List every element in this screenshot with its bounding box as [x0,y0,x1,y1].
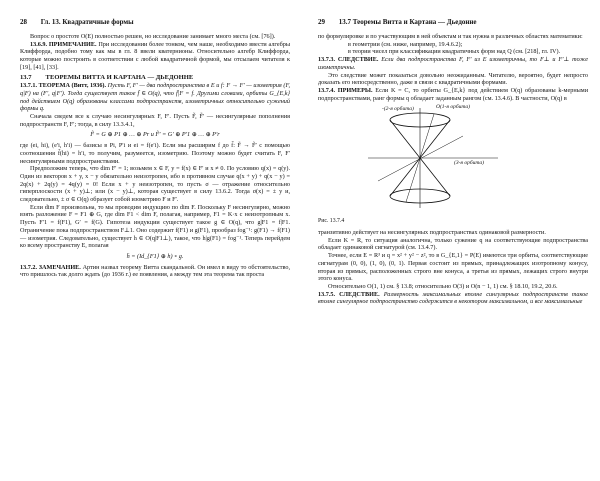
application-list [318,41,588,56]
figure-label-third-orbit: (3-я орбита) [454,160,484,167]
corollary-text: Размерность максимальных вполне сингулярных подпространств такое вполне сингулярное подпространство содержится в некотором максимальном, и все максимальные [318,290,588,306]
paragraph: транзитивно действует на несингулярных подпространствах одинаковой размерности. [318,229,546,237]
right-page-number: 29 [318,18,325,26]
isotropic-cone-drawing [358,106,508,210]
left-page-number: 28 [20,18,27,26]
remark-text: Артин назвал теорему Витта скандальной. Он имел в виду то обстоятельство, что пришлось так долго ждать (до 1936 г.) ее появления, а между тем эта теорема так проста [20,263,291,279]
paragraph: Предположим теперь, что dim F′ = 1; возьмем x ∈ F, y = f(x) ∈ F′ и x ≠ 0. По условию q(x) = q(y). Один из векторов x + y, x − y обязательно неизотропен, ибо в противном случае q(x + y) + q(x − y) = 2q(x) + 2q(y) = 4q(y) = 0! Если x + y неизотропен, то пусть σ — отражение относительно гиперплоскости (x + y)⊥; или (x − y)⊥, которая существует в силу 13.6.2. Тогда σ(x) = ± y и, следовательно, ± σ ∈ O(q) образует собой изометрию F и F′. [20,165,290,204]
examples-label: 13.7.4. ПРИМЕРЫ. [318,86,373,94]
figure-label-second-orbit: -(2-я орбита) [382,106,414,113]
corollary-text: Если два подпространства F, F′ из E изометричны, то F⊥ и F′⊥ тоже изометричны. [318,56,588,71]
section-heading [20,74,290,82]
figure-label-first-orbit: O(1-я орбита) [436,104,470,111]
paragraph: Если dim F произвольна, то мы проводим индукцию по dim F. Поскольку F несингулярно, можно взять разложение F = F1 ⊕ G, где dim F1 < dim F, полагая, например, F1 = K·x с неизотропным x. Пусть F′1 = f(F1), G′ = f(G). Гипотеза индукции существует такое g ∈ O(q), что g|F1 = f|F1. Ограничение пока подпространством F⊥1. Оно содержит f(F1) и g(F1), прообраз fog⁻¹: g(F1) → f(F1) — изометрия. Следовательно, существует h ∈ O(q|F1⊥), такое, что h|g(F1) = fog⁻¹. Теперь перейдем ко всему пространству E, полагая [20,203,290,250]
remark-text: При исследовании более тонком, чем наше, необходимо ввести алгебры Клиффорда, подобно тому как мы в гл. 8 ввели кватернионы. Относительно алгебр Клиффорда, которые можно построить в соответствии с любой квадратичной формой, мы отсылаем читателя к [19], [41], [33]. [20,40,291,71]
paragraph: Сначала сведем все к случаю несингулярных F, F′. Пусть F̃, F̃′ — несингулярные пополнения подпространств F, F′; тогда, в силу 13.3.4.1, [20,113,290,128]
right-page [300,0,600,481]
section-title: ТЕОРЕМЫ ВИТТА И КАРТАНА — ДЬЕДОННЕ [45,73,194,81]
cone-figure [358,106,508,216]
paragraph: Вопрос о простоте O(E) полностью решен, но исследование занимает много места (см. [76]). [30,33,276,40]
right-running-head [318,18,477,26]
paragraph: Если K = R, то ситуация аналогична, только сужение q на соответствующие подпространства обладает одинаковой сигнатурой (см. 13.4.7). [318,236,588,252]
paragraph: Это следствие может показаться довольно неожиданным. Читателю, вероятно, будет непросто доказать его непосредственно, даже в связи с квадратичными формами. [318,71,588,87]
formula: F̃ = G ⊕ P1 ⊕ … ⊕ Pr и F̃′ = G′ ⊕ P′1 ⊕ … ⊕ P′r [90,131,220,139]
corollary-label: 13.7.3. СЛЕДСТВИЕ. [318,56,379,64]
theorem-label: 13.7.1. ТЕОРЕМА (Витт, 1936). [20,82,107,90]
corollary-label: 13.7.5. СЛЕДСТВИЕ. [318,290,380,298]
paragraph: Относительно O(1, 1) см. § 13.8; относительно O(3) и O(n − 1, 1) см. § 18.10, 19.2, 20.6. [328,282,558,290]
left-running-head [20,18,134,26]
remark-label: 13.7.2. ЗАМЕЧАНИЕ. [20,263,81,271]
figure-caption: Рис. 13.7.4 [318,218,345,225]
formula: h̄ = (Id_{F1} ⊕ h) ∘ g. [126,252,184,260]
line-outside-cone [378,136,463,181]
paragraph: где (ei, hi), (e′i, h′i) — базисы в Pi, P′i и ei = f(e′i). Если мы расширим f до f̃: F̃ → F̃′ с помощью соотношения f̃(hi) = h′i, то получим, разумеется, изометрию. Поэтому можно будет считать F, F′ несингулярными подпространствами. [20,142,290,165]
right-body [318,33,588,306]
list-item: в теории чисел при классификации квадратичных форм над Q (см. [218], гл. IV). [348,48,561,56]
paragraph: Точнее, если E = R³ и q = x² + y² − z², то в G_{E,1} = P(E) имеются три орбиты, соответствующие сигнатурам (0, 0), (1, 0), (0, 1). Первая состоит из прямых, принадлежащих изотропному конусу, вторая из прямых, расположенных строго вне конуса, а третья из прямых, лежащих строго внутри этого конуса. [318,252,588,283]
left-body [20,33,290,279]
left-header-title: Гл. 13. Квадратичные формы [40,18,134,26]
paragraph: по формулировке и по участвующим в ней объектам и так нужна в различных областях математики: [318,33,583,40]
section-number: 13.7 [20,73,32,81]
list-item: в геометрии (см. ниже, например, 19.4.6.2); [348,40,463,48]
remark-label: 13.6.9. ПРИМЕЧАНИЕ. [30,40,97,48]
theorem-text: Пусть F, F′ — два подпространства в E и f: F → F′ — изометрия (F, q|F) на (F′, q|F′). Тогда существует такое f̄ ∈ O(q), что f̄|F = f. Другими словами, орбиты G_{E,k} под действием O(q) образованы классами подпространств, изометричных относительно сужений формы q. [20,82,290,113]
right-header-title: 13.7 Теоремы Витта и Картана — Дьедонне [338,18,477,26]
examples-text: Если K = C, то орбиты G_{E,k} под действием O(q) образованы k-мерными подпространствами, ранг формы q обладает заданным рангом (см. 13.4.6). В частности, O(q) в [318,86,589,102]
